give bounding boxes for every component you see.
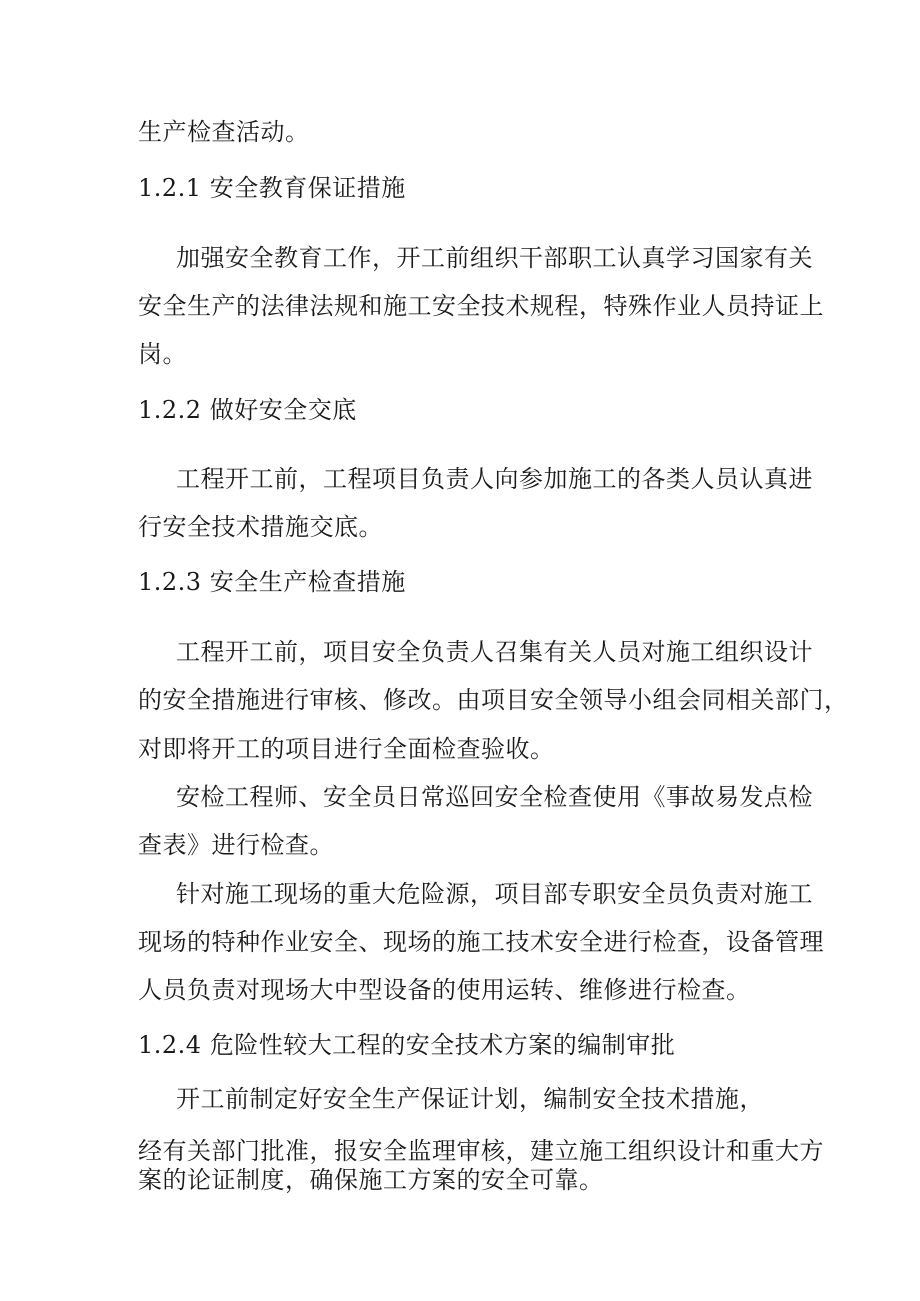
section-heading-1-2-1: 1.2.1 安全教育保证措施 [138, 174, 406, 202]
paragraph-line: 的安全措施进行审核、修改。由项目安全领导小组会同相关部门， [138, 686, 849, 714]
section-heading-1-2-4: 1.2.4 危险性较大工程的安全技术方案的编制审批 [138, 1031, 676, 1059]
paragraph-line: 对即将开工的项目进行全面检查验收。 [138, 735, 555, 763]
paragraph-line: 工程开工前，项目安全负责人召集有关人员对施工组织设计 [176, 638, 813, 666]
paragraph-line: 人员负责对现场大中型设备的使用运转、维修进行检查。 [138, 976, 751, 1004]
paragraph-line: 现场的特种作业安全、现场的施工技术安全进行检查，设备管理 [138, 928, 824, 956]
paragraph-line: 工程开工前，工程项目负责人向参加施工的各类人员认真进 [176, 465, 813, 493]
paragraph-line: 安全生产的法律法规和施工安全技术规程，特殊作业人员持证上 [138, 292, 824, 320]
section-heading-1-2-3: 1.2.3 安全生产检查措施 [138, 568, 406, 596]
paragraph-line: 开工前制定好安全生产保证计划，编制安全技术措施， [176, 1085, 764, 1113]
paragraph-line: 安检工程师、安全员日常巡回安全检查使用《事故易发点检 [176, 783, 813, 811]
paragraph-line: 行安全技术措施交底。 [138, 513, 383, 541]
paragraph-line: 岗。 [138, 340, 187, 368]
paragraph-line: 经有关部门批准，报安全监理审核，建立施工组织设计和重大方 [138, 1137, 824, 1165]
paragraph-line: 加强安全教育工作，开工前组织干部职工认真学习国家有关 [176, 244, 813, 272]
section-heading-1-2-2: 1.2.2 做好安全交底 [138, 396, 357, 424]
paragraph-line: 生产检查活动。 [138, 118, 310, 146]
paragraph-line: 查表》进行检查。 [138, 831, 334, 859]
paragraph-line: 针对施工现场的重大危险源，项目部专职安全员负责对施工 [176, 880, 813, 908]
paragraph-line: 案的论证制度，确保施工方案的安全可靠。 [138, 1166, 604, 1194]
